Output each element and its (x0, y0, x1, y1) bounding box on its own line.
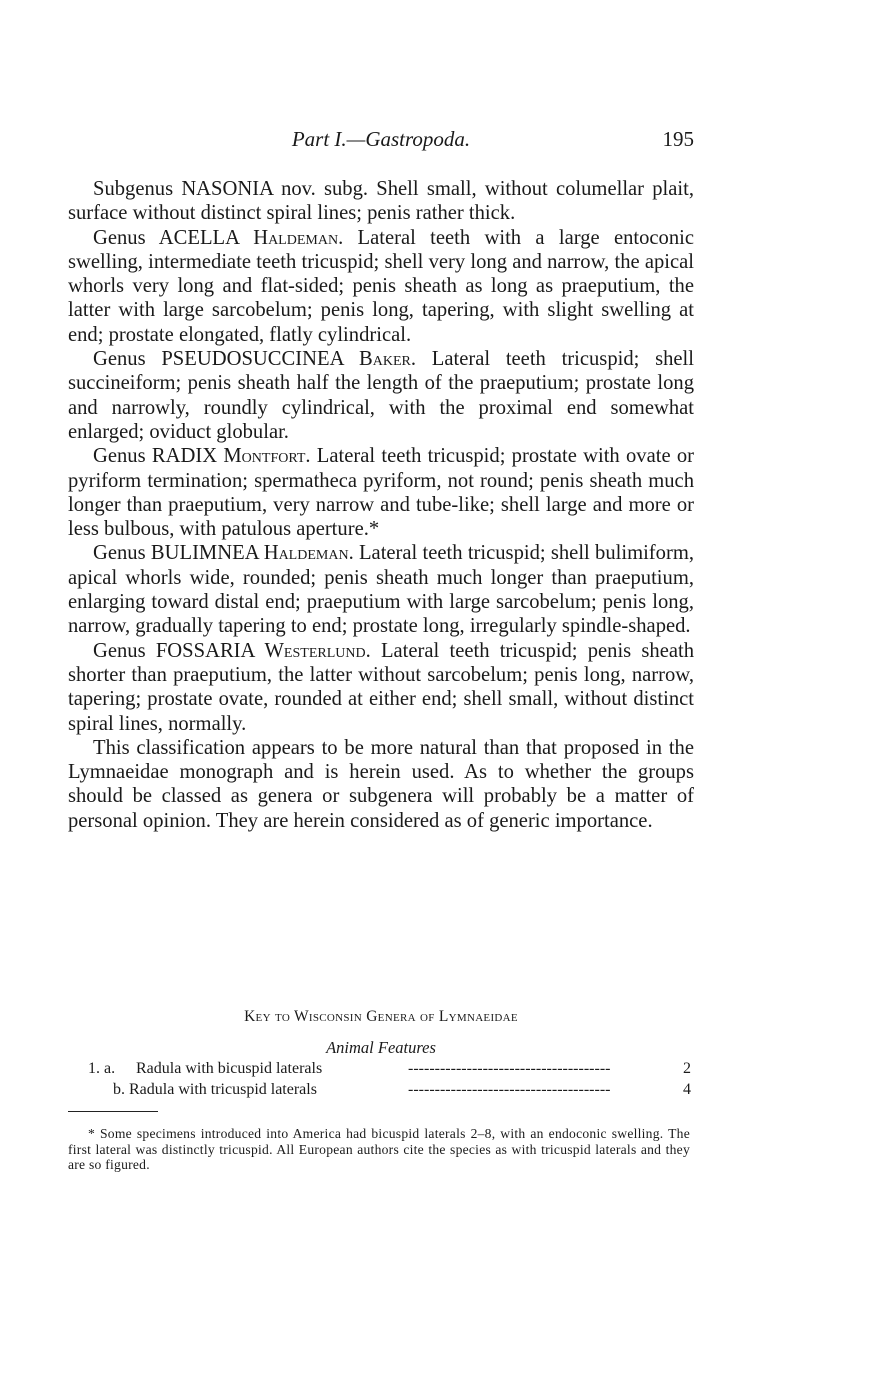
paragraph-text: Lateral teeth tricuspid; penis sheath shorter than praeputium, the latter without sarcobelum; penis long, narrow, tapering; prostate ovate, rounded at either end; shell small, without distinct spiral lines, normally. (68, 639, 695, 735)
key-title: Key to Wisconsin Genera of Lymnaeidae (244, 1008, 518, 1025)
paragraph-nasonia (68, 177, 694, 226)
paragraph-classification (68, 736, 694, 833)
key-row-leader-dots: -------------------------------------- (408, 1060, 611, 1077)
paragraph-radix (68, 444, 694, 541)
page-number: 195 (662, 127, 694, 151)
paragraph-fossaria (68, 639, 694, 736)
paragraph-text: Lateral teeth with a large entoconic swelling, intermediate teeth tricuspid; shell very long and narrow, the apical whorls very long and flat-sided; penis sheath as long as praeputium, the latter with large sarcobelum; penis long, tapering, with slight swelling at end; prostate elongated, flatly cylindrical. (68, 226, 694, 346)
taxon-label: Genus ACELLA (93, 226, 239, 249)
taxon-label: Genus BULIMNEA (93, 542, 259, 565)
key-row-text: Radula with bicuspid laterals (136, 1060, 323, 1077)
key-subtitle: Animal Features (326, 1038, 436, 1057)
key-row-target: 4 (683, 1081, 691, 1098)
taxon-author: Haldeman. (263, 542, 354, 565)
footnote-rule (68, 1111, 158, 1112)
paragraph-acella (68, 226, 694, 347)
paragraph-text: Lateral teeth tricuspid; shell succineiform; penis sheath half the length of the praeputium; prostate long and narrowly, roundly cylindrical, with the proximal end somewhat enlarged; oviduct globular. (68, 348, 694, 443)
key-row-text: b. Radula with tricuspid laterals (113, 1081, 317, 1098)
paragraph-text: Shell small, without columellar plait, surface without distinct spiral lines; penis rather thick. (68, 178, 695, 225)
taxon-author: Westerlund. (264, 639, 371, 662)
paragraph-text: Lateral teeth tricuspid; shell bulimiform, apical whorls wide, rounded; penis sheath much longer than praeputium, enlarging toward distal end; praeputium with large sarcobelum; penis long, narrow, gradually tapering to end; prostate long, irregularly spindle-shaped. (68, 542, 694, 638)
running-head (68, 127, 694, 153)
paragraph-bulimnea (68, 541, 694, 638)
footnote-text: * Some specimens introduced into America had bicuspid laterals 2–8, with an endoconic swelling. The first lateral was distinctly tricuspid. All European authors cite the species as with tricuspid laterals and they are so figured. (68, 1126, 690, 1173)
key-row-target: 2 (683, 1060, 691, 1077)
key-row-leader-dots: -------------------------------------- (408, 1081, 611, 1098)
paragraph-pseudosuccinea (68, 347, 694, 444)
taxon-author: Baker. (359, 348, 417, 371)
running-head-title: Part I.—Gastropoda. (291, 127, 471, 151)
key-row-lead: 1. a. (88, 1060, 116, 1077)
footnote (68, 1126, 690, 1173)
taxon-label: Genus PSEUDOSUCCINEA (93, 348, 344, 371)
taxon-label: Subgenus NASONIA nov. subg. (93, 178, 369, 200)
body-text (68, 177, 694, 833)
taxon-author: Montfort. (223, 445, 311, 468)
paragraph-text: This classification appears to be more natural than that proposed in the Lymnaeidae monograph and is herein used. As to whether the groups should be classed as genera or subgenera will probably be a matter of personal opinion. They are herein considered as of generic importance. (68, 736, 694, 832)
taxon-label: Genus FOSSARIA (93, 639, 255, 662)
taxon-author: Haldeman. (253, 226, 344, 249)
identification-key (68, 1008, 694, 1102)
key-row (68, 1081, 694, 1102)
key-row (68, 1060, 694, 1081)
paragraph-text: Lateral teeth tricuspid; prostate with ovate or pyriform termination; spermatheca pyriform, not round; penis sheath much longer than praeputium, very narrow and tube-like; shell large and more or less bulbous, with patulous aperture.* (68, 445, 694, 541)
taxon-label: Genus RADIX (93, 445, 218, 468)
